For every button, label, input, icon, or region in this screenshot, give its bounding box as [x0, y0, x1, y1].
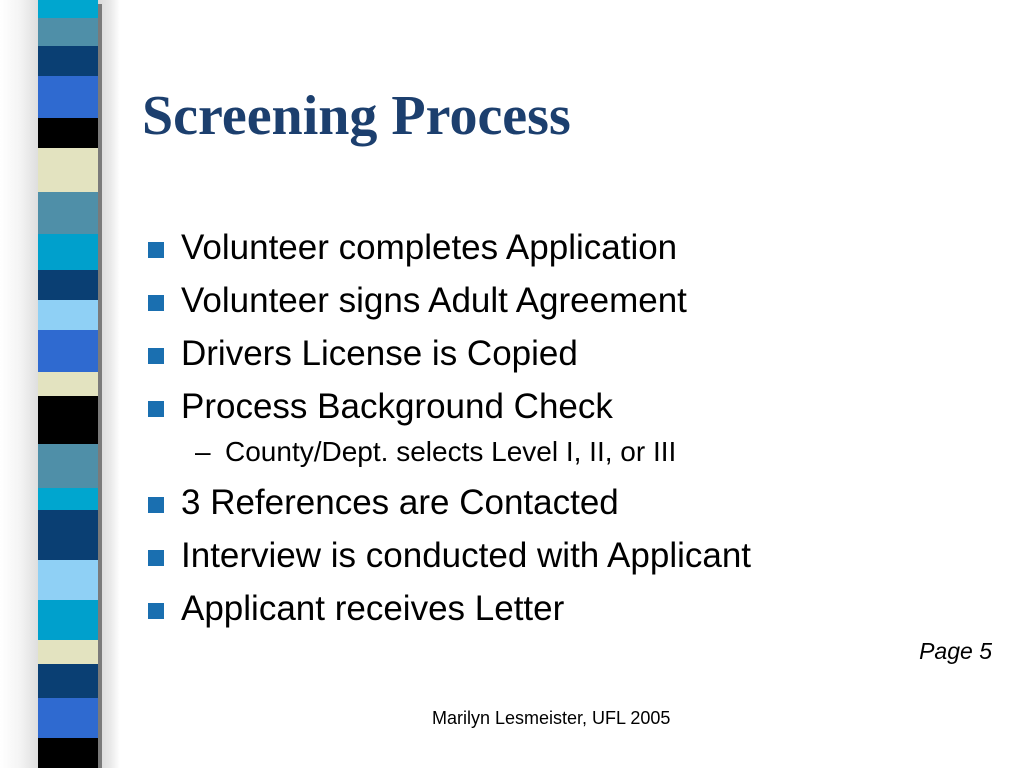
slide-title: Screening Process	[142, 85, 571, 147]
stripe-block	[38, 192, 98, 234]
bullet-text: Applicant receives Letter	[181, 589, 565, 628]
stripe-block	[38, 488, 98, 510]
stripe-block	[38, 664, 98, 698]
bullet-text: 3 References are Contacted	[181, 483, 619, 522]
stripe-block	[38, 18, 98, 46]
stripe-block	[38, 510, 98, 560]
stripe-block	[38, 698, 98, 738]
square-bullet-icon	[148, 295, 164, 311]
stripe-block	[38, 444, 98, 488]
square-bullet-icon	[148, 401, 164, 417]
stripe-block	[38, 396, 98, 444]
stripe-block	[38, 560, 98, 600]
dash-marker: –	[195, 436, 211, 467]
stripe-block	[38, 234, 98, 270]
square-bullet-icon	[148, 550, 164, 566]
decorative-stripe	[0, 0, 120, 768]
square-bullet-icon	[148, 603, 164, 619]
bullet-text: Interview is conducted with Applicant	[181, 536, 752, 575]
stripe-block	[38, 46, 98, 76]
stripe-block	[38, 330, 98, 372]
stripe-block	[38, 0, 98, 18]
stripe-block	[38, 76, 98, 118]
stripe-block	[38, 300, 98, 330]
stripe-block	[38, 118, 98, 148]
stripe-block	[38, 600, 98, 640]
bullet-text: Process Background Check	[181, 387, 613, 426]
square-bullet-icon	[148, 242, 164, 258]
page-number: Page 5	[919, 638, 992, 664]
bullet-text: Volunteer completes Application	[181, 228, 678, 267]
stripe-block	[38, 640, 98, 664]
sub-bullet-text: County/Dept. selects Level I, II, or III	[225, 436, 677, 467]
stripe-block	[38, 372, 98, 396]
bullet-text: Drivers License is Copied	[181, 334, 578, 373]
square-bullet-icon	[148, 497, 164, 513]
footer-credit: Marilyn Lesmeister, UFL 2005	[432, 708, 671, 728]
stripe-block	[38, 738, 98, 768]
bullet-text: Volunteer signs Adult Agreement	[181, 281, 687, 320]
stripe-block	[38, 148, 98, 192]
square-bullet-icon	[148, 348, 164, 364]
stripe-block	[38, 270, 98, 300]
